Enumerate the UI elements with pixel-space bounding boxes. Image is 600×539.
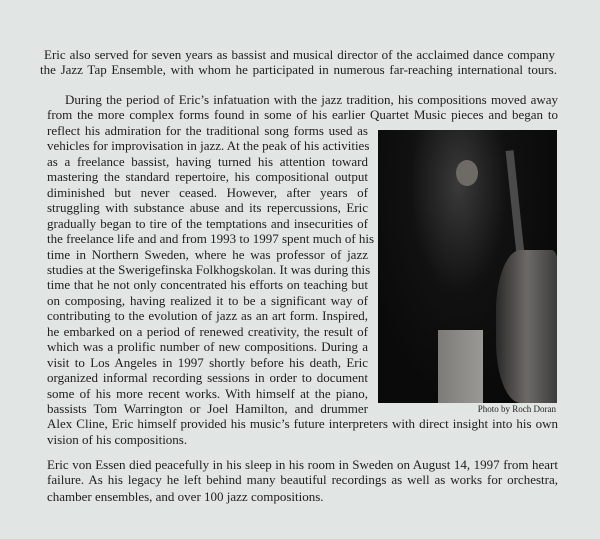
- text-line: the freelance life and and from 1993 to 1997 spent much of his: [47, 231, 375, 247]
- text-line: visit to Los Angeles in 1997 shortly before his death, Eric: [47, 354, 368, 370]
- text-line: struggling with substance abuse and its repercussions, Eric: [47, 200, 368, 216]
- photo-face: [456, 160, 478, 186]
- text-line: some of his more recent works. With himself at the piano,: [47, 385, 368, 401]
- photo-figure: [438, 330, 483, 403]
- text-line: reflect his admiration for the traditional song forms used as: [47, 122, 368, 138]
- text-line: the Jazz Tap Ensemble, with whom he participated in numerous far-reaching international tours.: [40, 62, 557, 77]
- text-line: as a freelance bassist, having turned his attention toward: [47, 153, 368, 169]
- text-line: mastering the standard repertoire, his compositional output: [47, 169, 368, 185]
- text-line: failure. As his legacy he left behind many beautiful recordings as well as works for orchestra,: [47, 472, 558, 487]
- text-line: gradually began to tire of the temptations and insecurities of: [47, 215, 368, 231]
- text-line: diminished but never ceased. However, after years of: [47, 184, 368, 200]
- text-line: organized informal recording sessions in order to document: [47, 370, 368, 386]
- text-line: contributing to the evolution of jazz as an art form. Inspired,: [47, 308, 368, 324]
- text-line: time in Northern Sweden, where he was professor of jazz: [47, 246, 368, 262]
- photo-musician-with-bass: [378, 130, 557, 403]
- text-line: studies at the Swerigefinska Folkhogskolan. It was during this: [47, 261, 371, 277]
- text-line: Eric also served for seven years as bassist and musical director of the acclaimed dance company: [44, 47, 555, 62]
- text-line: bassists Tom Warrington or Joel Hamilton, and drummer: [47, 401, 368, 416]
- text-line: which was a prolific number of new compositions. During a: [47, 339, 368, 355]
- text-line: Alex Cline, Eric himself provided his music’s future interpreters with direct insight into his own: [47, 416, 558, 432]
- photo-caption: Photo by Roch Doran: [477, 404, 556, 414]
- text-line: During the period of Eric’s infatuation with the jazz tradition, his compositions moved away: [65, 92, 558, 107]
- text-line: on composing, having realized it to be a significant way of: [47, 292, 368, 308]
- text-line: he embarked on a period of renewed creativity, the result of: [47, 323, 368, 339]
- text-line: time that he not only concentrated his efforts on teaching but: [47, 277, 368, 293]
- text-line: chamber ensembles, and over 100 jazz compositions.: [47, 489, 324, 504]
- text-line: vehicles for improvisation in jazz. At the peak of his activities: [47, 138, 370, 154]
- text-line: Eric von Essen died peacefully in his sleep in his room in Sweden on August 14, 1997 from heart: [47, 457, 558, 472]
- text-line: from the more complex forms found in some of his earlier Quartet Music pieces and began to: [47, 107, 558, 123]
- text-line: vision of his compositions.: [47, 431, 188, 447]
- photo-bass-body: [496, 250, 557, 403]
